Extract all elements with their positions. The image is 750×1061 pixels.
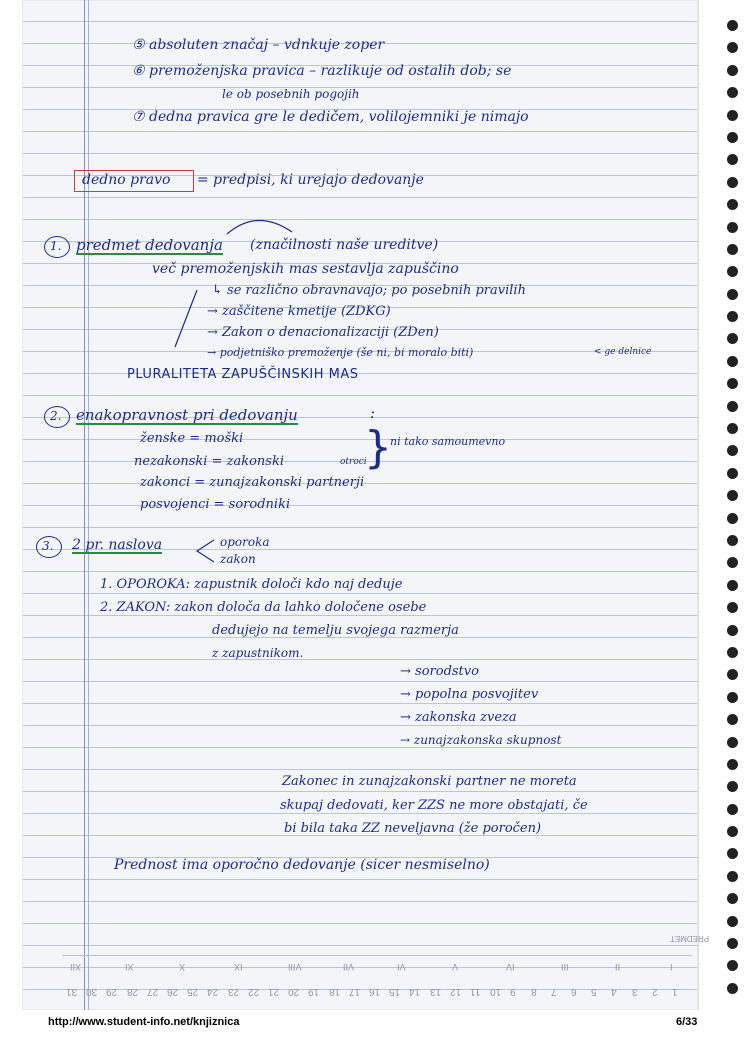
section-2-line-d: posvojenci = sorodniki bbox=[140, 497, 291, 512]
notebook-page bbox=[22, 0, 710, 1010]
number-index: 9 bbox=[510, 986, 516, 997]
section-2-line-b-note: otroci bbox=[340, 457, 367, 467]
section-1-line-f-note: < ge delnice bbox=[594, 347, 652, 357]
ring-hole bbox=[727, 423, 738, 434]
margin-line bbox=[84, 0, 85, 1010]
ring-hole bbox=[727, 244, 738, 255]
section-3-para-2: skupaj dedovati, ker ZZS ne more obstajati, če bbox=[280, 798, 588, 813]
number-index: 13 bbox=[429, 986, 441, 997]
section-3-line-1: 1. OPOROKA: zapustnik določi kdo naj deduje bbox=[100, 577, 403, 592]
note-item-6: ⑥ premoženjska pravica – razlikuje od ostalih dob; se bbox=[132, 63, 512, 79]
footer-page-number: 6/33 bbox=[676, 1016, 698, 1028]
number-index: 19 bbox=[308, 986, 320, 997]
roman-index: XI bbox=[124, 962, 134, 972]
section-1-line-d: → zaščitene kmetije (ZDKG) bbox=[207, 304, 391, 319]
section-1-title: predmet dedovanja bbox=[76, 236, 223, 254]
number-index: 17 bbox=[348, 986, 360, 997]
section-1-arrow bbox=[167, 285, 207, 355]
brace: } bbox=[364, 422, 392, 473]
roman-index: VI bbox=[397, 962, 406, 972]
ring-hole bbox=[727, 938, 738, 949]
ring-hole bbox=[727, 468, 738, 479]
margin-line-secondary bbox=[88, 0, 89, 1010]
ring-hole bbox=[727, 848, 738, 859]
section-number-2: 2. bbox=[50, 409, 62, 423]
index-divider bbox=[62, 955, 692, 956]
section-1-line-f: → podjetniško premoženje (še ni, bi moralo biti) bbox=[207, 346, 474, 359]
ring-hole bbox=[727, 356, 738, 367]
section-2-note: ni tako samoumevno bbox=[390, 435, 506, 448]
section-2-title: enakopravnost pri dedovanju bbox=[76, 406, 298, 424]
ring-hole bbox=[727, 804, 738, 815]
relation-zunajzakonska: → zunajzakonska skupnost bbox=[400, 733, 562, 747]
number-index: 20 bbox=[288, 986, 300, 997]
section-3-conclusion: Prednost ima oporočno dedovanje (sicer nesmiselno) bbox=[114, 857, 490, 873]
roman-index: VIII bbox=[288, 962, 302, 972]
ring-hole bbox=[727, 65, 738, 76]
number-index: 23 bbox=[227, 986, 239, 997]
ring-hole bbox=[727, 445, 738, 456]
number-index: 16 bbox=[369, 986, 381, 997]
ring-hole bbox=[727, 289, 738, 300]
section-number-3: 3. bbox=[42, 539, 54, 553]
ring-hole bbox=[727, 580, 738, 591]
spiral-binding bbox=[720, 20, 744, 1020]
number-index: 30 bbox=[86, 986, 98, 997]
ring-hole bbox=[727, 266, 738, 277]
note-item-5: ⑤ absoluten značaj – vdnkuje zoper bbox=[132, 37, 385, 53]
ring-hole bbox=[727, 513, 738, 524]
ring-hole bbox=[727, 222, 738, 233]
number-index: 3 bbox=[631, 986, 638, 997]
ring-hole bbox=[727, 871, 738, 882]
number-index: 10 bbox=[490, 986, 502, 997]
boxed-term: dedno pravo bbox=[82, 172, 171, 188]
ring-hole bbox=[727, 960, 738, 971]
ring-hole bbox=[727, 490, 738, 501]
number-index: 25 bbox=[187, 986, 199, 997]
section-2-line-a: ženske = moški bbox=[140, 431, 244, 446]
ring-hole bbox=[727, 692, 738, 703]
ring-hole bbox=[727, 401, 738, 412]
ring-hole bbox=[727, 647, 738, 658]
section-3-line-4: z zapustnikom. bbox=[212, 646, 304, 660]
number-index: 15 bbox=[389, 986, 401, 997]
section-2-line-b: nezakonski = zakonski bbox=[134, 454, 284, 469]
ring-hole bbox=[727, 759, 738, 770]
ring-hole bbox=[727, 781, 738, 792]
ring-hole bbox=[727, 378, 738, 389]
ring-hole bbox=[727, 714, 738, 725]
ring-hole bbox=[727, 199, 738, 210]
number-index: 11 bbox=[470, 986, 481, 997]
note-item-6-cont: le ob posebnih pogojih bbox=[222, 87, 360, 101]
plurality-heading: PLURALITETA ZAPUŠČINSKIH MAS bbox=[127, 367, 359, 382]
roman-index: X bbox=[179, 962, 186, 972]
ring-hole bbox=[727, 87, 738, 98]
footer-url: http://www.student-info.net/knjiznica bbox=[48, 1016, 240, 1028]
section-1-curve bbox=[222, 212, 302, 242]
roman-index: V bbox=[451, 962, 458, 972]
number-index: 1 bbox=[672, 986, 678, 997]
number-index: 31 bbox=[66, 986, 78, 997]
ring-hole bbox=[727, 177, 738, 188]
ring-hole bbox=[727, 669, 738, 680]
roman-index: I bbox=[670, 962, 673, 972]
ring-hole bbox=[727, 42, 738, 53]
ring-hole bbox=[727, 311, 738, 322]
ring-hole bbox=[727, 110, 738, 121]
ring-hole bbox=[727, 557, 738, 568]
number-index: 6 bbox=[571, 986, 577, 997]
ring-hole bbox=[727, 893, 738, 904]
section-3-para-1: Zakonec in zunajzakonski partner ne moreta bbox=[282, 774, 577, 789]
ring-hole bbox=[727, 983, 738, 994]
roman-index: II bbox=[615, 962, 621, 972]
number-index: 12 bbox=[449, 986, 461, 997]
roman-index: IV bbox=[506, 962, 515, 972]
section-2-line-c: zakonci = zunajzakonski partnerji bbox=[140, 475, 365, 490]
number-index: 14 bbox=[409, 986, 421, 997]
number-index: 2 bbox=[651, 986, 658, 997]
roman-index: VII bbox=[342, 962, 354, 972]
section-3-option-2: zakon bbox=[220, 552, 256, 566]
section-3-option-1: oporoka bbox=[220, 535, 270, 549]
number-index: 28 bbox=[126, 986, 138, 997]
number-index: 22 bbox=[247, 986, 259, 997]
number-index: 7 bbox=[550, 986, 557, 997]
roman-index: XII bbox=[70, 962, 82, 972]
ring-hole bbox=[727, 20, 738, 31]
number-index: 26 bbox=[167, 986, 179, 997]
ring-hole bbox=[727, 737, 738, 748]
number-index: 4 bbox=[611, 986, 617, 997]
relation-sorodstvo: → sorodstvo bbox=[400, 664, 479, 679]
roman-index: III bbox=[560, 962, 569, 972]
section-1-paren: (značilnosti naše ureditve) bbox=[250, 237, 439, 253]
ring-hole bbox=[727, 333, 738, 344]
ring-hole bbox=[727, 916, 738, 927]
number-index: 5 bbox=[591, 986, 597, 997]
section-3-line-2: 2. ZAKON: zakon določa da lahko določene osebe bbox=[100, 600, 427, 615]
ring-hole bbox=[727, 132, 738, 143]
section-2-colon: : bbox=[370, 404, 376, 422]
ring-hole bbox=[727, 602, 738, 613]
number-index: 8 bbox=[530, 986, 537, 997]
section-3-line-3: dedujejo na temelju svojega razmerja bbox=[212, 623, 459, 638]
relation-zakonska-zveza: → zakonska zveza bbox=[400, 710, 517, 725]
ring-hole bbox=[727, 625, 738, 636]
section-3-title: 2 pr. naslova bbox=[72, 537, 163, 553]
number-index: 27 bbox=[146, 986, 158, 997]
ring-hole bbox=[727, 154, 738, 165]
section-1-line-b: več premoženjskih mas sestavlja zapuščino bbox=[152, 261, 459, 277]
section-3-angle bbox=[194, 538, 216, 564]
ring-hole bbox=[727, 826, 738, 837]
number-index: 21 bbox=[268, 986, 280, 997]
predmet-label: PREDMET bbox=[670, 934, 710, 943]
section-1-line-c: ↳ se različno obravnavajo; po posebnih pravilih bbox=[212, 283, 526, 298]
number-index-strip bbox=[62, 986, 692, 1000]
relation-posvojitev: → popolna posvojitev bbox=[400, 687, 539, 702]
number-index: 29 bbox=[106, 986, 118, 997]
section-3-para-3: bi bila taka ZZ neveljavna (že poročen) bbox=[284, 821, 542, 836]
ring-hole bbox=[727, 535, 738, 546]
roman-index: IX bbox=[233, 962, 243, 972]
roman-index-strip bbox=[62, 962, 692, 976]
definition: = predpisi, ki urejajo dedovanje bbox=[197, 172, 424, 188]
note-item-7: ⑦ dedna pravica gre le dedičem, volilojemniki je nimajo bbox=[132, 109, 529, 125]
section-1-line-e: → Zakon o denacionalizaciji (ZDen) bbox=[207, 325, 439, 340]
number-index: 18 bbox=[328, 986, 340, 997]
section-number-1: 1. bbox=[50, 239, 62, 253]
number-index: 24 bbox=[207, 986, 219, 997]
